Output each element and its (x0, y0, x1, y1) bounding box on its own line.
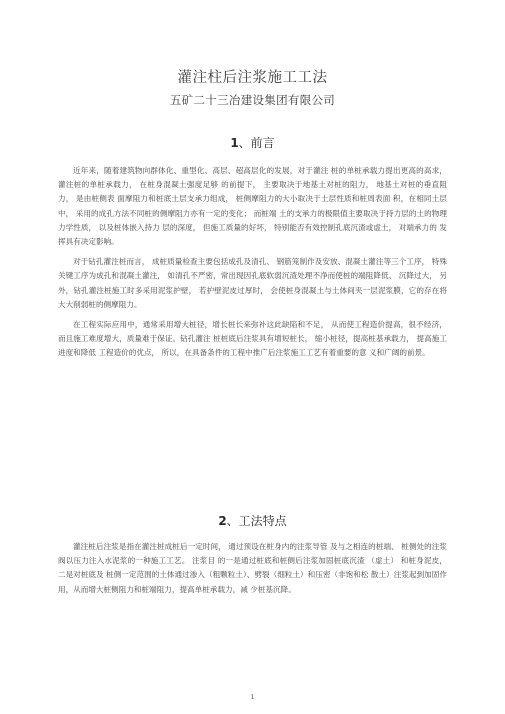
section-number-2: 2 (218, 514, 227, 528)
section-title-2: 、工法特点 (226, 514, 287, 528)
document-subtitle: 五矿二十三冶建设集团有限公司 (169, 93, 336, 107)
section-heading-1 (0, 134, 505, 151)
paragraph: 近年来，随着建筑物向群体化、重型化、高层、超高层化的发展，对于灌注 桩的单桩承载力提出更高的高求， 灌注桩的单桩承载力， 在桩身混凝土强度足够 的前提下， 主要取决于地基土对桩的阻力， 地基土对桩的垂直阻力， 是由桩侧表 面摩阻力和桩底土层支承力组成， 桩侧摩阻力的大小取决于土层性质和桩周表面 积，在相同土层中， 采用的成孔方法不同桩的侧摩阻力亦有一定的变化； 而桩端 土的支承力的极限值主要取决于持力层的土的物理力学性质， 以及桩体嵌入持力 层的深度， 但施工质量的好坏， 特别能否有效控制孔底沉渣或虚土， 对端承力的 发挥具有决定影响。 (58, 166, 447, 247)
section-body-1 (58, 164, 447, 361)
paragraph: 对于钻孔灌注桩而言， 成桩质量检查主要包括成孔及清孔、 钢筋笼制作及安放、混凝土灌注等三个工序， 特殊关键工序为成孔和混凝土灌注， 如清孔不严密，常出现因孔底软弱沉渣处理不净而使桩的端阻降低、 沉降过大， 另外，钻孔灌注桩施工时多采用泥浆护壁， 若护壁泥皮过厚时， 会使桩身混凝土与土体间夹一层泥浆膜，它的存在将大大削弱桩的侧摩阻力。 (58, 257, 447, 309)
section-number-1: 1 (230, 136, 239, 150)
paragraph: 在工程实际应用中，通常采用增大桩径，增长桩长来弥补这此缺陷和不足， 从而使工程造价提高，很不经济，而且施工难度增大，质量难于保证。钻孔灌注 桩桩底后注浆具有增短桩长， 缩小桩径，提高桩基承载力， 提高施工进度和降低 工程造价的优点， 所以，在具备条件的工程中推广后注浆施工工艺有着重要的意 义和广阔的前景。 (58, 320, 447, 358)
paragraph: 灌注桩后注浆是指在灌注桩成桩后一定时间， 通过预设在桩身内的注浆导管 及与之相连的桩端、 桩侧处的注浆阀以压力注入水泥浆的一种施工工艺。 注浆目 的一是通过桩底和桩侧后注浆加固桩底沉渣 （虚土） 和桩身泥皮， 二是对桩底及 桩侧一定范围的土体通过渗入（粗颗粒土）、劈裂（细粒土）和压密（非饱和松 散土）注浆起到加固作用，从而增大桩侧阻力和桩端阻力，提高单桩承载力，减 少桩基沉降。 (58, 542, 447, 594)
page-number: 1 (250, 694, 255, 701)
document-title: 灌注柱后注浆施工工法 (177, 70, 328, 86)
section-title-1: 、前言 (238, 136, 275, 150)
section-heading-2 (0, 512, 505, 529)
section-body-2 (58, 540, 447, 597)
